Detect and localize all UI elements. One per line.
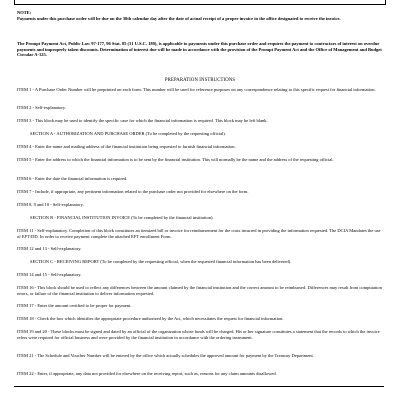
note-heading: NOTE: [17, 10, 32, 15]
item-18: ITEM 18 - Check the box which identifies the appropriate procedure authorized by the Act, which necessitates the request for financial information. [17, 316, 284, 321]
item-8-9-10: ITEM 8, 9 and 10 - Self-explanatory. [17, 202, 84, 207]
item-16: ITEM 16 - This block should be used to reflect any differences between the amount claimed by the financial institution and the correct amount to be reimbursed. Differences may result from computation errors, or failure of the financial institution to deliver information requested. [17, 285, 382, 296]
item-11: ITEM 11 - Self-explanatory. Completion of this block constitutes an itemized bill or invoice for reimbursement for the costs incurred in providing the information requested. The DCIA Mandates the use of EFT/DD. In order to receive payment complete the attached EFT enrollment Form. [17, 228, 381, 239]
item-19-20: ITEM 19 and 20 - These blocks must be signed and dated by an official of the organization whose funds will be charged. His or her signature constitutes a statement that the records to which the invoice refers were required for official business and were provided by the financial institution in accordance with the ordering instrument. [17, 329, 380, 340]
instructions-title: PREPARATION INSTRUCTIONS [164, 78, 236, 83]
item-5: ITEM 5 - Enter the address to which the financial information is to be sent by the financial institution. This will normally be the name and the address of the requesting official. [17, 157, 334, 162]
note-text: Payments under this purchase order will be due on the 30th calendar day after the date of actual receipt of a proper invoice in the office designated to receive the invoice. [17, 16, 341, 21]
item-3: ITEM 3 - This block may be used to identify the specific case for which the financial information is required. This block may be left blank. [17, 118, 268, 123]
form-border-bottom [14, 386, 384, 387]
section-c-heading: SECTION C - RECEIVING REPORT (To be completed by the requesting official, when the requested financial information has been delivered). [30, 259, 292, 264]
item-21: ITEM 21 - The Schedule and Voucher Number will be entered by the office which actually schedules the approved amount for payment by the Treasury Department. [17, 353, 314, 358]
item-4: ITEM 4 - Enter the name and mailing address of the financial institution being requested to furnish financial information. [17, 144, 236, 149]
form-border-top [14, 0, 386, 5]
item-2: ITEM 2 - Self-explanatory. [17, 105, 66, 110]
item-6: ITEM 6 - Enter the date the financial information is required. [17, 176, 128, 181]
item-12-13: ITEM 12 and 13 - Self-explanatory. [17, 246, 82, 251]
item-14-15: ITEM 14 and 15 - Self-explanatory. [17, 272, 82, 277]
section-b-heading: SECTION B - FINANCIAL INSTITUTION INVOICE (To be completed by the financial institution). [30, 215, 214, 220]
item-22: ITEM 22 - Enter, if appropriate, any data not provided for elsewhere on the receiving report, such as, reasons for any claim amounts disallowed. [17, 371, 277, 376]
section-a-heading: SECTION A - AUTHORIZATION AND PURCHASE ORDER (To be completed by the requesting official). [30, 131, 226, 136]
item-17: ITEM 17 - Enter the amount certified to be proper for payment. [17, 303, 132, 308]
prompt-payment-act-text: The Prompt Payment Act, Public Law 97-177, 96 Stat. 85 (31 U.S.C. 180), is applicable to payments under this purchase order and requires the payment to contractors of interest on overdue payments and improperly taken discounts. Determination of interest due will be made in accordance with the provision of the Prompt Payment Act and the Office of Management and Budget Circular A-125. [17, 41, 382, 58]
item-7: ITEM 7 - Include, if appropriate, any pertinent information related to the purchase order not provided for elsewhere on the form. [17, 189, 249, 194]
item-1: ITEM 1 - A Purchase Order Number will be preprinted on each form. This number will be used for reference purposes on any correspondence relating to this specific request for financial information. [17, 87, 376, 92]
